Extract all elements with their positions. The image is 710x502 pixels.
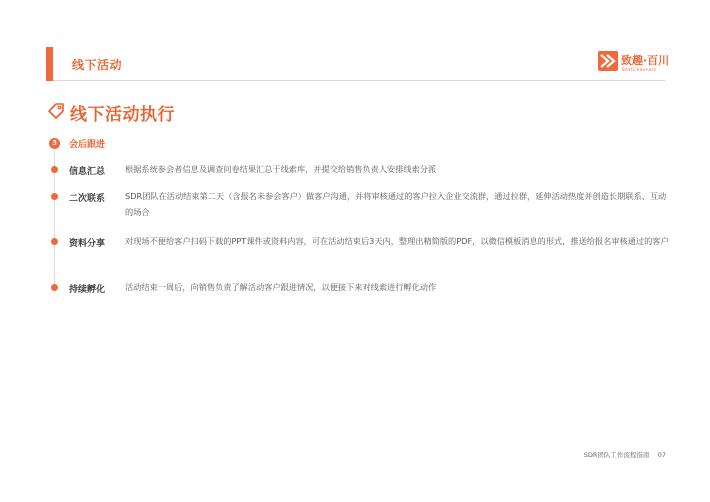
logo-text: 致趣·百川 (621, 54, 670, 67)
row-label-continuous-nurture: 持续孵化 (69, 285, 106, 295)
header-title: 线下活动 (72, 58, 123, 72)
logo-subtext: BestChannels (622, 67, 657, 72)
logo-mark-icon (598, 51, 618, 71)
timeline-dot (51, 238, 58, 245)
row-text-continuous-nurture: 活动结束一周后，向销售负责了解活动客户跟进情况，以便接下来对线索进行孵化动作 (125, 282, 437, 292)
section-title: 线下活动执行 (70, 105, 175, 125)
footer-doc-name: SDR团队工作流程指南 (583, 451, 650, 459)
timeline-dot (51, 166, 58, 173)
header-divider (53, 80, 665, 81)
step-title: 会后跟进 (69, 140, 106, 150)
row-label-material-sharing: 资料分享 (69, 239, 106, 249)
row-text-info-summary: 根据系统参会者信息及调查问卷结果汇总于线索库，并提交给销售负责人安排线索分派 (125, 164, 437, 174)
footer-page-number: 07 (657, 451, 666, 459)
row-text-second-contact: SDR团队在活动结束第二天（含报名未参会客户）做客户沟通，并将审核通过的客户拉入企业交流群，通过拉群，延伸活动热度并创造长期联系、互动的场合 (125, 191, 667, 217)
timeline-dot (51, 284, 58, 291)
row-label-info-summary: 信息汇总 (69, 167, 106, 177)
step-number-badge: 3 (49, 138, 60, 149)
company-logo (598, 50, 670, 76)
page-header (46, 47, 670, 81)
page-footer (0, 450, 666, 459)
timeline-dot (51, 193, 58, 200)
tag-icon (47, 102, 65, 120)
row-text-material-sharing: 对现场不便给客户扫码下载的PPT课件或资料内容，可在活动结束后3天内，整理出精简版的PDF，以微信模板消息的形式，推送给报名审核通过的客户 (125, 236, 669, 246)
header-accent-bar (46, 47, 53, 81)
row-label-second-contact: 二次联系 (69, 194, 106, 204)
